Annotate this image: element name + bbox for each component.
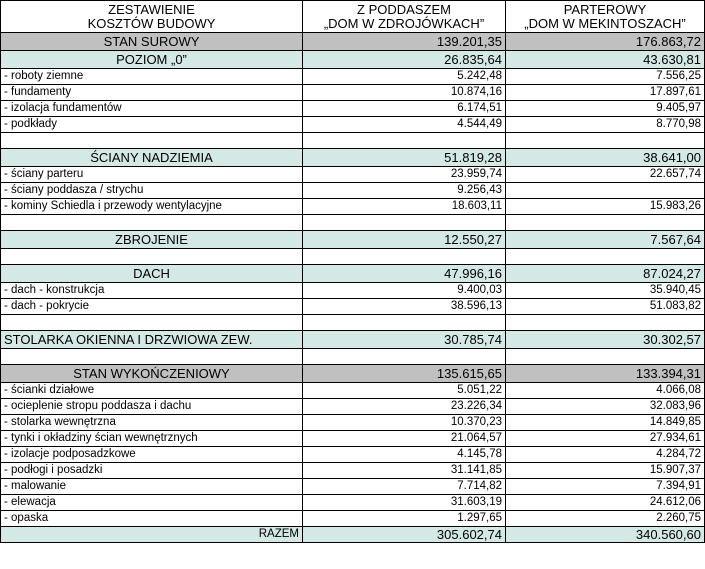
- blank-cell: [506, 249, 705, 265]
- value-zdrojowki: 4.544,49: [303, 117, 506, 133]
- value-zdrojowki: 5.051,22: [303, 383, 506, 399]
- cost-table-body: [1, 1, 705, 543]
- row-label: - roboty ziemne: [1, 69, 303, 85]
- item-row: [1, 495, 705, 511]
- value-zdrojowki: 6.174,51: [303, 101, 506, 117]
- blank-cell: [506, 349, 705, 365]
- row-label: - malowanie: [1, 479, 303, 495]
- value-mekintoszach: 22.657,74: [506, 167, 705, 183]
- item-row: [1, 511, 705, 527]
- value-zdrojowki: 30.785,74: [303, 331, 506, 349]
- blank-cell: [303, 215, 506, 231]
- value-mekintoszach: 4.284,72: [506, 447, 705, 463]
- value-zdrojowki: 12.550,27: [303, 231, 506, 249]
- blank-cell: [1, 249, 303, 265]
- header-col-label: [1, 1, 303, 33]
- row-label: - ścianki działowe: [1, 383, 303, 399]
- item-row: [1, 399, 705, 415]
- row-label: - ściany parteru: [1, 167, 303, 183]
- row-label: - ocieplenie stropu poddasza i dachu: [1, 399, 303, 415]
- value-mekintoszach: 17.897,61: [506, 85, 705, 101]
- row-label: STAN WYKOŃCZENIOWY: [1, 365, 303, 383]
- value-zdrojowki: 26.835,64: [303, 51, 506, 69]
- row-label: - izolacja fundamentów: [1, 101, 303, 117]
- value-mekintoszach: 4.066,08: [506, 383, 705, 399]
- subsection-row: [1, 231, 705, 249]
- value-zdrojowki: 31.603,19: [303, 495, 506, 511]
- value-zdrojowki: 305.602,74: [303, 527, 506, 543]
- blank-cell: [303, 315, 506, 331]
- value-mekintoszach: 176.863,72: [506, 33, 705, 51]
- subsection-row: [1, 51, 705, 69]
- header-col-label-line2: KOSZTÓW BUDOWY: [87, 15, 216, 31]
- value-mekintoszach: 133.394,31: [506, 365, 705, 383]
- value-zdrojowki: 51.819,28: [303, 149, 506, 167]
- row-label: - izolacje podposadzkowe: [1, 447, 303, 463]
- value-mekintoszach: 43.630,81: [506, 51, 705, 69]
- blank-cell: [1, 133, 303, 149]
- row-label: STOLARKA OKIENNA I DRZWIOWA ZEW.: [1, 331, 303, 349]
- value-zdrojowki: 10.370,23: [303, 415, 506, 431]
- value-mekintoszach: 35.940,45: [506, 283, 705, 299]
- row-label: - podłogi i posadzki: [1, 463, 303, 479]
- value-mekintoszach: 87.024,27: [506, 265, 705, 283]
- value-mekintoszach: 15.907,37: [506, 463, 705, 479]
- value-mekintoszach: 38.641,00: [506, 149, 705, 167]
- value-mekintoszach: 8.770,98: [506, 117, 705, 133]
- value-zdrojowki: 23.959,74: [303, 167, 506, 183]
- value-zdrojowki: 31.141,85: [303, 463, 506, 479]
- value-zdrojowki: 7.714,82: [303, 479, 506, 495]
- value-mekintoszach: [506, 183, 705, 199]
- item-row: [1, 85, 705, 101]
- value-zdrojowki: 18.603,11: [303, 199, 506, 215]
- value-mekintoszach: 27.934,61: [506, 431, 705, 447]
- row-label: - dach - pokrycie: [1, 299, 303, 315]
- item-row: [1, 69, 705, 85]
- value-mekintoszach: 30.302,57: [506, 331, 705, 349]
- section-row: [1, 33, 705, 51]
- blank-cell: [1, 349, 303, 365]
- value-mekintoszach: 9.405,97: [506, 101, 705, 117]
- value-mekintoszach: 2.260,75: [506, 511, 705, 527]
- row-label: - ściany poddasza / strychu: [1, 183, 303, 199]
- row-label: STAN SUROWY: [1, 33, 303, 51]
- item-row: [1, 479, 705, 495]
- item-row: [1, 431, 705, 447]
- header-row: [1, 1, 705, 33]
- header-col-mekintoszach-line1: PARTEROWY: [563, 1, 647, 17]
- item-row: [1, 383, 705, 399]
- item-row: [1, 299, 705, 315]
- value-zdrojowki: 4.145,78: [303, 447, 506, 463]
- row-label: RAZEM: [1, 527, 303, 543]
- item-row: [1, 117, 705, 133]
- blank-row: [1, 215, 705, 231]
- value-zdrojowki: 5.242,48: [303, 69, 506, 85]
- value-mekintoszach: 7.556,25: [506, 69, 705, 85]
- header-col-mekintoszach: [506, 1, 705, 33]
- value-zdrojowki: 23.226,34: [303, 399, 506, 415]
- value-zdrojowki: 10.874,16: [303, 85, 506, 101]
- row-label: - stolarka wewnętrzna: [1, 415, 303, 431]
- row-label: - dach - konstrukcja: [1, 283, 303, 299]
- row-label: ZBROJENIE: [1, 231, 303, 249]
- blank-row: [1, 315, 705, 331]
- blank-cell: [506, 133, 705, 149]
- value-mekintoszach: 32.083,96: [506, 399, 705, 415]
- value-mekintoszach: 14.849,85: [506, 415, 705, 431]
- total-row: [1, 527, 705, 543]
- value-zdrojowki: 9.256,43: [303, 183, 506, 199]
- subsection-row: [1, 149, 705, 167]
- subsection-row: [1, 331, 705, 349]
- row-label: - elewacja: [1, 495, 303, 511]
- header-col-mekintoszach-line2: „DOM W MEKINTOSZACH”: [524, 15, 686, 31]
- blank-cell: [303, 133, 506, 149]
- value-mekintoszach: 340.560,60: [506, 527, 705, 543]
- item-row: [1, 101, 705, 117]
- value-mekintoszach: 24.612,06: [506, 495, 705, 511]
- blank-cell: [303, 349, 506, 365]
- item-row: [1, 183, 705, 199]
- section-row: [1, 365, 705, 383]
- subsection-row: [1, 265, 705, 283]
- value-zdrojowki: 139.201,35: [303, 33, 506, 51]
- value-zdrojowki: 21.064,57: [303, 431, 506, 447]
- header-col-label-line1: ZESTAWIENIE: [108, 1, 195, 17]
- value-zdrojowki: 1.297,65: [303, 511, 506, 527]
- item-row: [1, 447, 705, 463]
- row-label: - tynki i okładziny ścian wewnętrznych: [1, 431, 303, 447]
- value-mekintoszach: 51.083,82: [506, 299, 705, 315]
- item-row: [1, 463, 705, 479]
- blank-cell: [303, 249, 506, 265]
- header-col-zdrojowki-line1: Z PODDASZEM: [357, 1, 451, 17]
- value-zdrojowki: 9.400,03: [303, 283, 506, 299]
- row-label: - podkłady: [1, 117, 303, 133]
- value-mekintoszach: 7.567,64: [506, 231, 705, 249]
- blank-cell: [506, 315, 705, 331]
- value-zdrojowki: 47.996,16: [303, 265, 506, 283]
- header-col-zdrojowki-line2: „DOM W ZDROJÓWKACH”: [323, 15, 485, 31]
- header-col-zdrojowki: [303, 1, 506, 33]
- value-mekintoszach: 15.983,26: [506, 199, 705, 215]
- blank-cell: [1, 215, 303, 231]
- blank-row: [1, 349, 705, 365]
- row-label: ŚCIANY NADZIEMIA: [1, 149, 303, 167]
- row-label: - kominy Schiedla i przewody wentylacyjne: [1, 199, 303, 215]
- row-label: DACH: [1, 265, 303, 283]
- blank-cell: [1, 315, 303, 331]
- blank-row: [1, 133, 705, 149]
- blank-row: [1, 249, 705, 265]
- value-zdrojowki: 38.596,13: [303, 299, 506, 315]
- row-label: POZIOM „0”: [1, 51, 303, 69]
- item-row: [1, 199, 705, 215]
- item-row: [1, 283, 705, 299]
- value-mekintoszach: 7.394,91: [506, 479, 705, 495]
- row-label: - fundamenty: [1, 85, 303, 101]
- item-row: [1, 415, 705, 431]
- item-row: [1, 167, 705, 183]
- row-label: - opaska: [1, 511, 303, 527]
- blank-cell: [506, 215, 705, 231]
- value-zdrojowki: 135.615,65: [303, 365, 506, 383]
